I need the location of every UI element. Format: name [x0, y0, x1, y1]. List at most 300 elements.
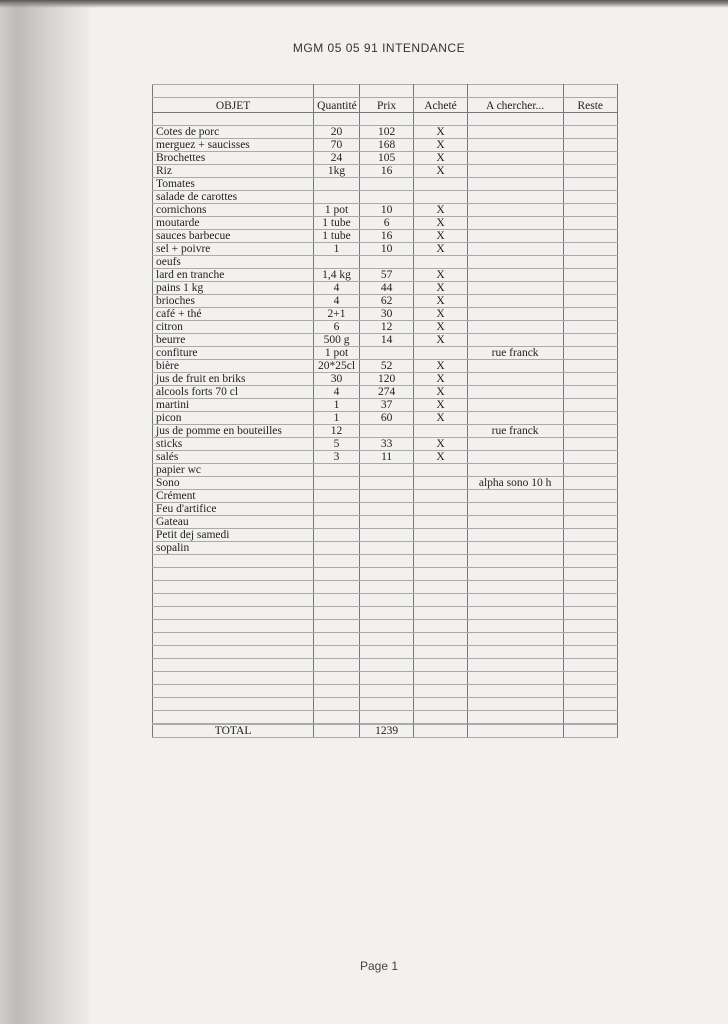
table-cell — [314, 178, 360, 191]
table-row — [153, 399, 618, 412]
table-cell — [359, 672, 413, 685]
table-row — [153, 230, 618, 243]
table-cell: X — [414, 230, 467, 243]
table-cell — [467, 386, 563, 399]
table-cell: 30 — [314, 373, 360, 386]
table-cell: sopalin — [153, 542, 314, 555]
table-cell — [467, 542, 563, 555]
table-cell — [414, 581, 467, 594]
table-cell: 33 — [359, 438, 413, 451]
total-achete-cell — [414, 725, 467, 738]
table-cell — [467, 204, 563, 217]
table-row — [153, 321, 618, 334]
table-cell: X — [414, 373, 467, 386]
table-row — [153, 282, 618, 295]
table-cell — [359, 529, 413, 542]
table-cell — [314, 490, 360, 503]
table-cell: 3 — [314, 451, 360, 464]
table-row — [153, 217, 618, 230]
table-cell: café + thé — [153, 308, 314, 321]
table-cell — [563, 451, 617, 464]
table-cell — [467, 152, 563, 165]
table-cell: 1 — [314, 243, 360, 256]
table-cell — [563, 139, 617, 152]
table-cell — [563, 503, 617, 516]
empty-table-row — [153, 711, 618, 724]
table-cell — [414, 516, 467, 529]
table-cell — [153, 698, 314, 711]
table-cell — [314, 191, 360, 204]
table-cell — [467, 581, 563, 594]
table-cell — [414, 256, 467, 269]
table-cell — [414, 85, 467, 98]
table-cell: confiture — [153, 347, 314, 360]
table-cell: 168 — [359, 139, 413, 152]
table-cell — [359, 191, 413, 204]
table-cell — [467, 555, 563, 568]
table-cell — [563, 438, 617, 451]
table-cell — [467, 295, 563, 308]
table-cell — [563, 321, 617, 334]
table-cell: 24 — [314, 152, 360, 165]
empty-table-row — [153, 659, 618, 672]
table-cell — [467, 711, 563, 724]
table-cell — [563, 399, 617, 412]
table-cell — [414, 568, 467, 581]
table-cell — [359, 464, 413, 477]
table-cell — [467, 217, 563, 230]
table-row — [153, 152, 618, 165]
table-cell — [467, 139, 563, 152]
table-cell — [153, 581, 314, 594]
table-cell — [359, 568, 413, 581]
table-cell — [563, 204, 617, 217]
table-cell: 500 g — [314, 334, 360, 347]
table-cell — [314, 256, 360, 269]
table-cell: rue franck — [467, 347, 563, 360]
table-cell — [414, 672, 467, 685]
table-row — [153, 386, 618, 399]
table-cell: alpha sono 10 h — [467, 477, 563, 490]
table-cell: Brochettes — [153, 152, 314, 165]
table-row — [153, 373, 618, 386]
table-cell: X — [414, 139, 467, 152]
table-cell — [563, 282, 617, 295]
table-cell — [467, 516, 563, 529]
table-cell — [467, 373, 563, 386]
table-row — [153, 529, 618, 542]
table-cell: 1kg — [314, 165, 360, 178]
table-cell: 16 — [359, 230, 413, 243]
table-cell — [153, 620, 314, 633]
table-cell: rue franck — [467, 425, 563, 438]
table-cell: X — [414, 308, 467, 321]
table-cell — [563, 698, 617, 711]
empty-table-row — [153, 672, 618, 685]
table-cell: jus de fruit en briks — [153, 373, 314, 386]
table-cell — [314, 633, 360, 646]
table-cell — [359, 659, 413, 672]
table-cell: Cotes de porc — [153, 126, 314, 139]
table-cell — [563, 412, 617, 425]
table-cell: X — [414, 282, 467, 295]
table-cell — [314, 542, 360, 555]
table-cell — [153, 568, 314, 581]
table-cell — [467, 308, 563, 321]
table-cell: alcools forts 70 cl — [153, 386, 314, 399]
table-cell — [467, 412, 563, 425]
table-row — [153, 438, 618, 451]
table-cell: picon — [153, 412, 314, 425]
table-row — [153, 308, 618, 321]
table-cell — [359, 516, 413, 529]
total-chercher-cell — [467, 725, 563, 738]
table-cell — [563, 256, 617, 269]
table-cell — [314, 646, 360, 659]
table-cell — [414, 178, 467, 191]
table-cell: Petit dej samedi — [153, 529, 314, 542]
table-cell — [563, 685, 617, 698]
table-cell — [563, 386, 617, 399]
table-row — [153, 412, 618, 425]
table-cell: pains 1 kg — [153, 282, 314, 295]
table-cell: 62 — [359, 295, 413, 308]
table-cell — [314, 672, 360, 685]
table-cell: 11 — [359, 451, 413, 464]
table-cell: 16 — [359, 165, 413, 178]
table-cell — [359, 711, 413, 724]
table-cell: 2+1 — [314, 308, 360, 321]
table-cell: X — [414, 217, 467, 230]
table-row — [153, 464, 618, 477]
table-cell — [414, 659, 467, 672]
table-top-row — [153, 85, 618, 98]
table-cell — [414, 464, 467, 477]
table-cell: 1,4 kg — [314, 269, 360, 282]
table-cell — [314, 85, 360, 98]
table-cell — [467, 269, 563, 282]
table-cell — [359, 594, 413, 607]
table-cell: cornichons — [153, 204, 314, 217]
table-cell: X — [414, 334, 467, 347]
table-cell — [467, 230, 563, 243]
table-cell — [414, 698, 467, 711]
table-row — [153, 269, 618, 282]
table-cell: 1 — [314, 399, 360, 412]
page-top-edge — [0, 0, 728, 8]
table-cell — [563, 347, 617, 360]
table-cell: X — [414, 269, 467, 282]
table-row — [153, 178, 618, 191]
table-cell — [153, 633, 314, 646]
table-cell — [467, 529, 563, 542]
table-row — [153, 126, 618, 139]
table-cell — [563, 152, 617, 165]
shopping-list-sheet — [143, 84, 623, 804]
table-cell: papier wc — [153, 464, 314, 477]
table-cell — [359, 347, 413, 360]
table-cell: X — [414, 204, 467, 217]
table-cell — [359, 490, 413, 503]
table-cell — [467, 568, 563, 581]
table-cell: 20 — [314, 126, 360, 139]
table-cell — [467, 646, 563, 659]
table-cell — [563, 464, 617, 477]
table-cell — [314, 607, 360, 620]
table-cell: 14 — [359, 334, 413, 347]
table-cell — [153, 607, 314, 620]
table-cell: 1 — [314, 412, 360, 425]
table-cell: Sono — [153, 477, 314, 490]
table-cell — [467, 633, 563, 646]
table-cell: 12 — [359, 321, 413, 334]
table-cell — [563, 334, 617, 347]
table-cell — [563, 425, 617, 438]
table-cell — [359, 555, 413, 568]
table-cell — [563, 581, 617, 594]
table-cell: 274 — [359, 386, 413, 399]
table-cell — [563, 633, 617, 646]
table-cell: salés — [153, 451, 314, 464]
table-cell: Riz — [153, 165, 314, 178]
table-cell — [563, 672, 617, 685]
table-cell — [414, 711, 467, 724]
table-cell — [153, 672, 314, 685]
empty-table-row — [153, 646, 618, 659]
table-cell: 20*25cl — [314, 360, 360, 373]
table-cell — [563, 126, 617, 139]
table-cell: X — [414, 126, 467, 139]
table-row — [153, 477, 618, 490]
table-cell — [467, 607, 563, 620]
table-cell — [414, 503, 467, 516]
table-cell: bière — [153, 360, 314, 373]
table-cell — [359, 85, 413, 98]
table-cell: sticks — [153, 438, 314, 451]
table-cell — [467, 178, 563, 191]
table-cell — [153, 85, 314, 98]
table-cell — [314, 685, 360, 698]
table-cell — [563, 230, 617, 243]
column-header-achete: Acheté — [414, 98, 467, 113]
table-cell: oeufs — [153, 256, 314, 269]
empty-table-row — [153, 607, 618, 620]
column-header-reste: Reste — [563, 98, 617, 113]
table-cell — [314, 581, 360, 594]
table-row — [153, 503, 618, 516]
total-quantity-cell — [314, 725, 360, 738]
table-cell — [563, 165, 617, 178]
table-cell — [563, 477, 617, 490]
table-cell — [359, 685, 413, 698]
book-binding-shadow — [0, 0, 90, 1024]
table-cell: 57 — [359, 269, 413, 282]
table-cell — [314, 594, 360, 607]
table-cell — [414, 607, 467, 620]
table-cell: X — [414, 438, 467, 451]
page-title: MGM 05 05 91 INTENDANCE — [292, 41, 466, 55]
table-cell — [414, 685, 467, 698]
table-cell — [153, 646, 314, 659]
empty-table-row — [153, 633, 618, 646]
table-cell — [314, 698, 360, 711]
table-row — [153, 243, 618, 256]
table-cell — [414, 633, 467, 646]
table-cell — [563, 113, 617, 126]
table-row — [153, 425, 618, 438]
table-cell — [359, 256, 413, 269]
table-cell: citron — [153, 321, 314, 334]
table-cell — [467, 464, 563, 477]
table-row — [153, 360, 618, 373]
table-cell — [414, 113, 467, 126]
table-cell: X — [414, 412, 467, 425]
table-cell — [314, 503, 360, 516]
table-row — [153, 139, 618, 152]
table-cell — [467, 321, 563, 334]
table-cell — [314, 620, 360, 633]
total-value: 1239 — [359, 725, 413, 738]
table-cell: X — [414, 321, 467, 334]
table-cell — [467, 698, 563, 711]
table-cell — [563, 659, 617, 672]
table-cell — [467, 126, 563, 139]
table-row — [153, 191, 618, 204]
table-cell — [414, 191, 467, 204]
table-cell — [359, 542, 413, 555]
table-cell — [467, 399, 563, 412]
table-cell — [563, 85, 617, 98]
total-reste-cell — [563, 725, 617, 738]
table-cell: 30 — [359, 308, 413, 321]
table-cell: 120 — [359, 373, 413, 386]
empty-table-row — [153, 685, 618, 698]
table-cell — [153, 659, 314, 672]
table-cell: Gateau — [153, 516, 314, 529]
table-cell — [563, 555, 617, 568]
table-cell — [563, 594, 617, 607]
table-cell — [563, 711, 617, 724]
table-row — [153, 347, 618, 360]
table-cell — [359, 581, 413, 594]
table-cell — [314, 555, 360, 568]
table-header-row — [153, 98, 618, 113]
empty-table-row — [153, 698, 618, 711]
column-header-quantite: Quantité — [314, 98, 360, 113]
table-cell — [467, 256, 563, 269]
table-cell: 10 — [359, 243, 413, 256]
table-cell — [563, 607, 617, 620]
table-cell: moutarde — [153, 217, 314, 230]
table-cell — [563, 620, 617, 633]
table-cell — [563, 269, 617, 282]
table-cell — [414, 490, 467, 503]
table-cell: 5 — [314, 438, 360, 451]
table-cell — [467, 282, 563, 295]
table-cell: X — [414, 243, 467, 256]
table-cell — [359, 620, 413, 633]
table-cell — [467, 438, 563, 451]
table-cell: 1 pot — [314, 347, 360, 360]
table-cell — [563, 373, 617, 386]
table-cell: 37 — [359, 399, 413, 412]
table-cell: 6 — [314, 321, 360, 334]
table-cell — [563, 646, 617, 659]
column-header-objet: OBJET — [153, 98, 314, 113]
table-cell: Crément — [153, 490, 314, 503]
table-cell — [467, 243, 563, 256]
table-cell — [314, 464, 360, 477]
table-cell: Feu d'artifice — [153, 503, 314, 516]
table-row — [153, 113, 618, 126]
table-row — [153, 165, 618, 178]
table-cell — [314, 711, 360, 724]
table-cell: merguez + saucisses — [153, 139, 314, 152]
page-number — [0, 959, 728, 973]
table-row — [153, 295, 618, 308]
total-label: TOTAL — [153, 725, 314, 738]
empty-table-row — [153, 555, 618, 568]
table-cell — [314, 113, 360, 126]
table-cell — [153, 113, 314, 126]
table-cell — [563, 360, 617, 373]
table-cell: 12 — [314, 425, 360, 438]
table-cell — [563, 178, 617, 191]
table-cell: 4 — [314, 295, 360, 308]
table-cell: X — [414, 360, 467, 373]
table-cell — [359, 178, 413, 191]
table-cell — [563, 516, 617, 529]
table-cell: 60 — [359, 412, 413, 425]
table-cell — [314, 477, 360, 490]
table-cell — [314, 659, 360, 672]
table-cell — [563, 243, 617, 256]
table-cell — [467, 490, 563, 503]
table-cell: martini — [153, 399, 314, 412]
empty-table-row — [153, 620, 618, 633]
table-cell: brioches — [153, 295, 314, 308]
table-cell — [467, 85, 563, 98]
table-cell: sel + poivre — [153, 243, 314, 256]
table-cell — [467, 659, 563, 672]
table-cell: 44 — [359, 282, 413, 295]
table-cell — [467, 685, 563, 698]
table-cell — [467, 165, 563, 178]
table-cell: 4 — [314, 386, 360, 399]
table-cell: X — [414, 295, 467, 308]
table-cell: 70 — [314, 139, 360, 152]
table-cell: 4 — [314, 282, 360, 295]
table-cell: beurre — [153, 334, 314, 347]
table-cell — [359, 503, 413, 516]
table-cell — [563, 542, 617, 555]
table-cell — [153, 711, 314, 724]
empty-table-row — [153, 594, 618, 607]
table-cell: jus de pomme en bouteilles — [153, 425, 314, 438]
table-cell — [359, 477, 413, 490]
table-cell — [467, 451, 563, 464]
table-cell — [153, 555, 314, 568]
table-cell — [467, 191, 563, 204]
table-cell — [414, 477, 467, 490]
table-cell — [359, 633, 413, 646]
empty-table-row — [153, 568, 618, 581]
table-cell — [359, 425, 413, 438]
table-row — [153, 256, 618, 269]
table-cell: X — [414, 451, 467, 464]
table-cell — [467, 503, 563, 516]
document-header — [0, 41, 728, 55]
